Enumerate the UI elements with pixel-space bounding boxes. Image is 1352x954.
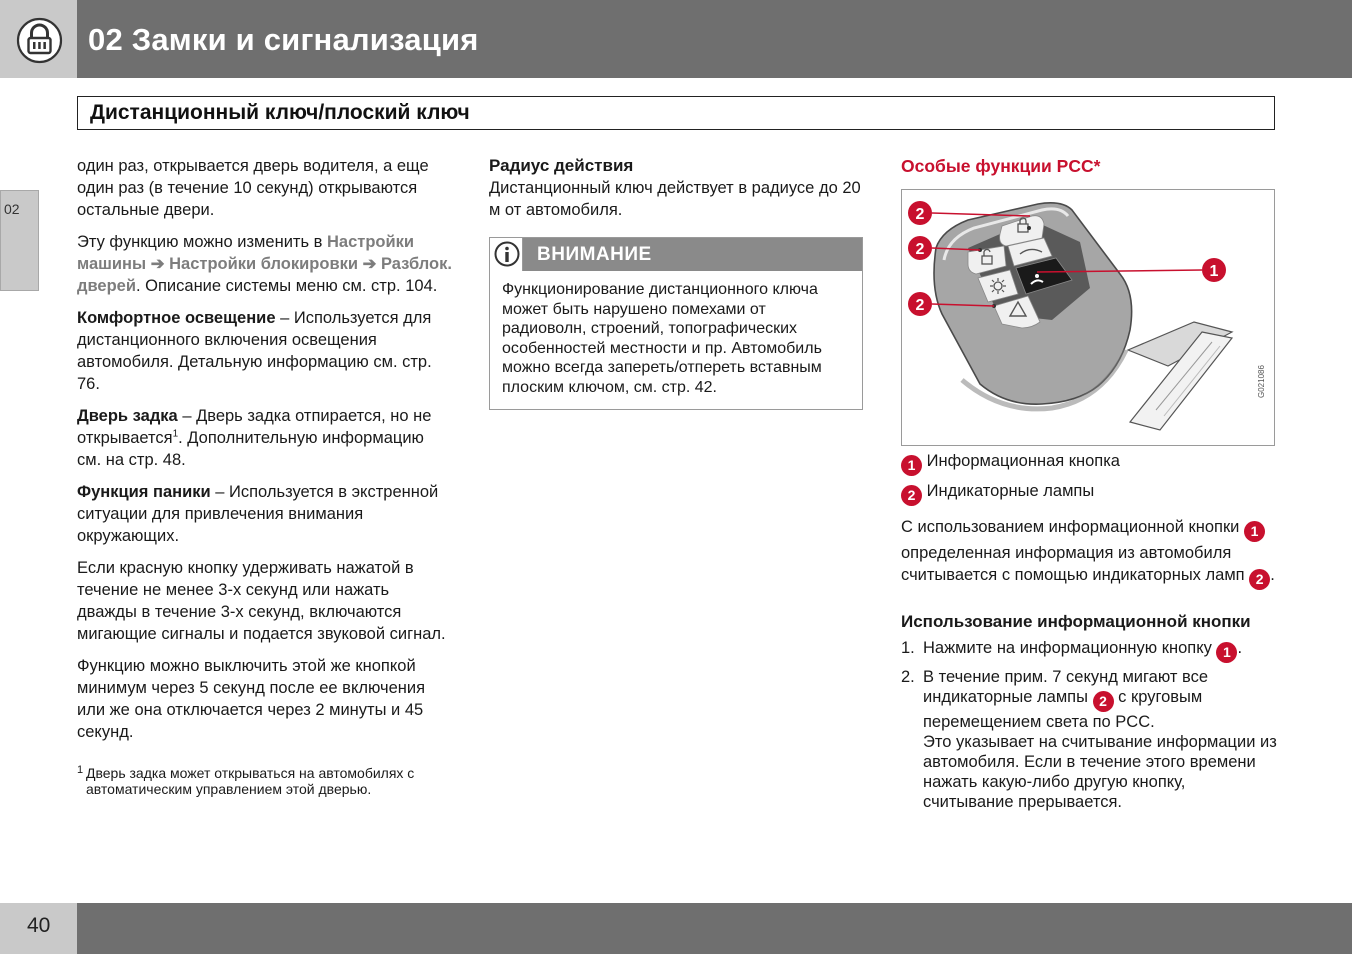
callout-badge: 2	[1093, 691, 1114, 712]
menu-link-car-settings[interactable]: Настройки машины	[77, 233, 415, 273]
callout-number: 2	[915, 241, 925, 258]
term: Комфортное освещение	[77, 309, 276, 327]
step-item	[901, 667, 1279, 812]
text: – Используется в экстренной ситуации для привлечения внимания окружающих.	[77, 483, 439, 545]
step-text: В течение прим. 7 секунд мигают все индикаторные лампы	[923, 668, 1209, 706]
text: С использованием информационной кнопки	[901, 518, 1244, 536]
step-item	[901, 638, 1279, 663]
step-text: Нажмите на информационную кнопку	[923, 639, 1217, 657]
callout-number: 2	[915, 297, 925, 314]
heading-range: Радиус действия	[489, 156, 634, 175]
warning-title: ВНИМАНИЕ	[537, 244, 652, 265]
callout-number: 2	[915, 206, 925, 223]
page-number-box	[0, 903, 77, 954]
column-1	[77, 150, 452, 797]
legend-item	[901, 480, 1279, 506]
warning-body: Функционирование дистанционного ключа может быть нарушено помехами от радиоволн, строений, топографических особенностей местности и пр. Автомобиль можно всегда запереть/отпереть вставным плоским ключом, см. стр. 42.	[502, 281, 822, 396]
side-tab-label: 02	[4, 201, 20, 217]
paragraph: один раз, открывается дверь водителя, а еще один раз (в течение 10 секунд) открываются остальные двери.	[77, 157, 429, 219]
key-blade	[1128, 322, 1232, 430]
arrow-icon: ➔	[146, 255, 170, 273]
text: . Описание системы меню см. стр. 104.	[135, 277, 438, 295]
callout-number: 1	[1209, 263, 1219, 280]
chapter-icon-box	[0, 0, 77, 78]
legend-item	[901, 450, 1279, 476]
term: Функция паники	[77, 483, 211, 501]
step-text: Это указывает на считывание информации из автомобиля. Если в течение этого времени нажать какую-либо другую кнопку, считывание прерывается.	[923, 733, 1277, 811]
menu-link-unlock-doors[interactable]: Разблок. дверей	[77, 255, 452, 295]
step-number: 2.	[901, 668, 915, 686]
paragraph: Если красную кнопку удерживать нажатой в течение не менее 3-х секунд или нажать дважды в течение 3-х секунд, включаются мигающие сигналы и подается звуковой сигнал.	[77, 559, 446, 643]
chapter-header	[0, 0, 1352, 78]
column-3	[901, 150, 1279, 812]
paragraph-comfort-light	[77, 307, 452, 395]
step-number: 1.	[901, 639, 915, 657]
paragraph-panic	[77, 481, 452, 547]
footnote-text: Дверь задка может открываться на автомобилях с автоматическим управлением этой дверью.	[86, 765, 415, 797]
chapter-title: 02 Замки и сигнализация	[88, 22, 479, 57]
chapter-side-tab[interactable]	[0, 190, 39, 291]
footnote	[77, 765, 452, 797]
paragraph-description	[901, 516, 1279, 590]
text: определенная информация из автомобиля считывается с помощью индикаторных ламп	[901, 544, 1250, 584]
legend-text: Информационная кнопка	[926, 452, 1120, 470]
paragraph-menu-path	[77, 231, 452, 297]
paragraph-tailgate	[77, 405, 452, 471]
column-2	[489, 150, 864, 410]
step-text: с круговым перемещением света по PCC.	[923, 688, 1203, 731]
heading-pcc: Особые функции PCC*	[901, 156, 1101, 176]
page-number: 40	[27, 914, 51, 937]
page-footer	[0, 903, 1352, 954]
callout-badge: 1	[1244, 521, 1265, 542]
key-fob-drawing	[902, 190, 1276, 447]
text: .	[1270, 566, 1275, 584]
text: Эту функцию можно изменить в	[77, 233, 327, 251]
warning-icon-box	[490, 238, 523, 271]
footnote-number: 1	[77, 764, 84, 776]
paragraph: Дистанционный ключ действует в радиусе до 20 м от автомобиля.	[489, 179, 861, 219]
lock-icon	[16, 17, 63, 64]
text: . Дополнительную информацию см. на стр. 48.	[77, 429, 424, 469]
key-fob-illustration	[901, 189, 1275, 446]
callout-badge: 1	[901, 455, 922, 476]
text: .	[1237, 639, 1243, 657]
section-title: Дистанционный ключ/плоский ключ	[90, 101, 470, 124]
paragraph: Функцию можно выключить этой же кнопкой минимум через 5 секунд после ее включения или же она отключается через 2 минуты и 45 секунд.	[77, 657, 426, 741]
legend-text: Индикаторные лампы	[926, 482, 1095, 500]
callout-badge: 2	[1249, 569, 1270, 590]
footnote-ref: 1	[172, 428, 179, 440]
info-icon	[494, 241, 520, 267]
callout-badge: 1	[1216, 642, 1237, 663]
text: – Используется для дистанционного включения освещения автомобиля. Детальную информацию см. стр. 76.	[77, 309, 432, 393]
heading-info-button-usage: Использование информационной кнопки	[901, 612, 1251, 631]
term: Дверь задка	[77, 407, 178, 425]
arrow-icon: ➔	[358, 255, 381, 273]
text: – Дверь задка отпирается, но не открывается	[77, 407, 432, 447]
section-title-box	[77, 96, 1275, 130]
warning-header	[490, 238, 862, 271]
image-code: G021086	[1257, 365, 1266, 398]
callout-badge: 2	[901, 485, 922, 506]
menu-link-lock-settings[interactable]: Настройки блокировки	[169, 255, 358, 273]
warning-box	[489, 237, 863, 410]
